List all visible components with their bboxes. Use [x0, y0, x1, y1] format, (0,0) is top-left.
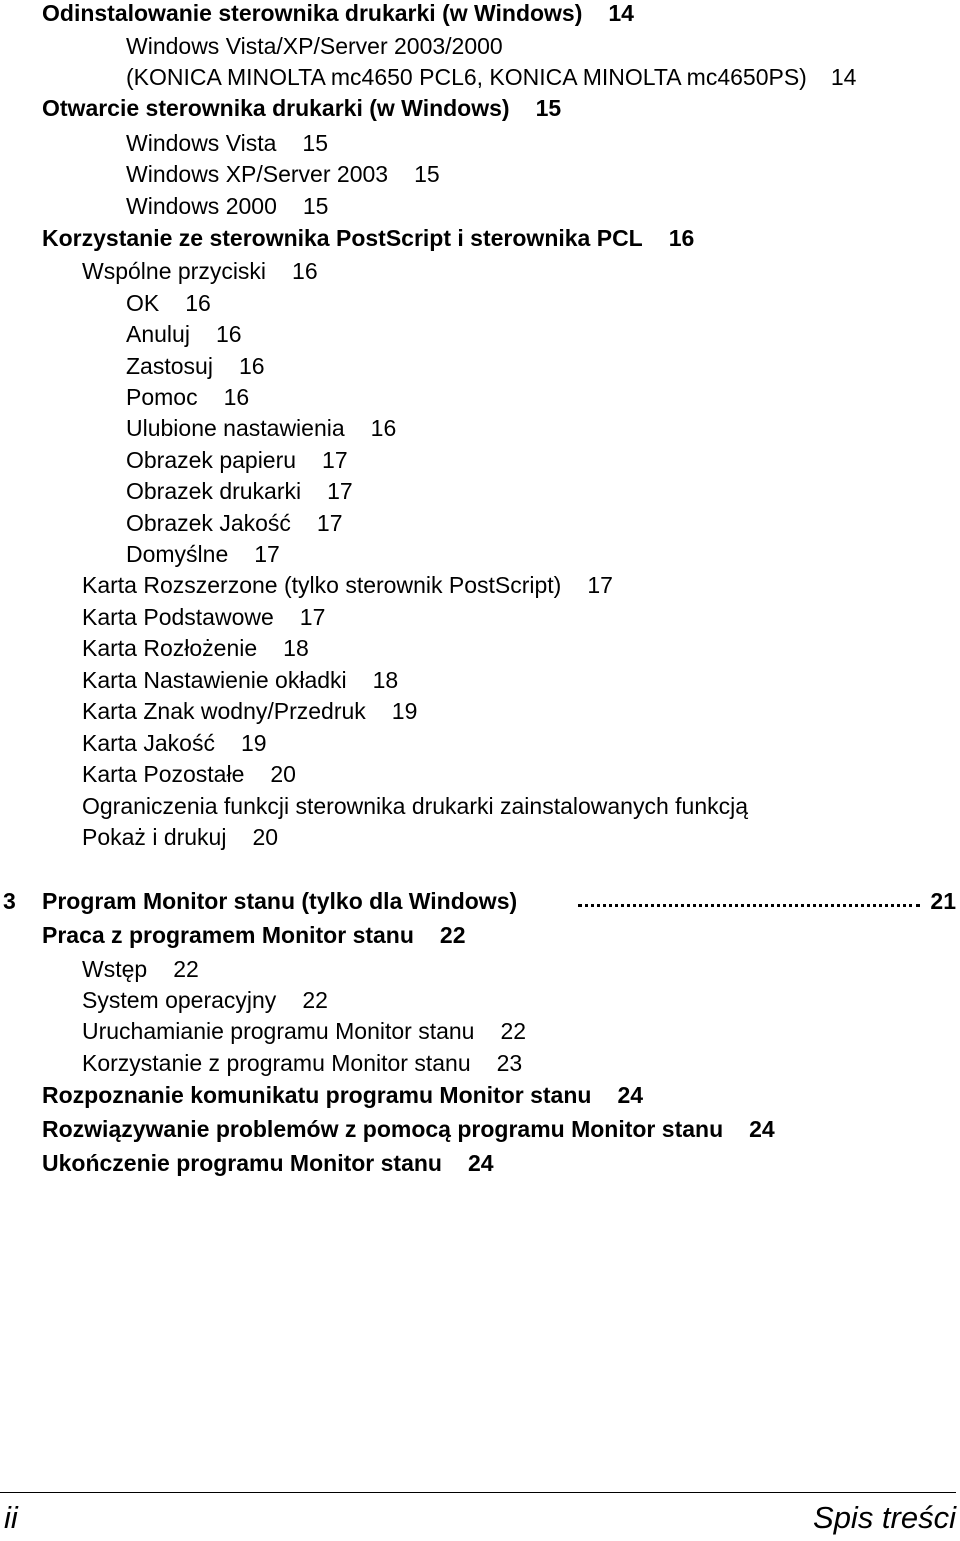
toc-entry[interactable]: [126, 386, 249, 409]
toc-entry[interactable]: [42, 1152, 494, 1175]
toc-entry[interactable]: [126, 543, 280, 566]
toc-entry[interactable]: [42, 97, 561, 120]
toc-entry-page: 24: [467, 1150, 494, 1176]
toc-entry-page: 14: [608, 0, 634, 26]
toc-entry[interactable]: [126, 66, 856, 89]
toc-entry-page: 16: [668, 225, 695, 251]
footer-page-number: ii: [4, 1500, 18, 1535]
toc-entry-text: Rozpoznanie komunikatu programu Monitor stanu: [42, 1082, 592, 1108]
toc-entry-page: 20: [270, 761, 296, 787]
toc-entry-text: Obrazek drukarki: [126, 478, 302, 504]
toc-entry[interactable]: [126, 480, 353, 503]
footer-rule: [0, 1492, 956, 1493]
toc-entry-page: 17: [254, 541, 280, 567]
toc-entry-text: Windows 2000: [126, 193, 277, 219]
toc-entry[interactable]: [126, 132, 328, 155]
toc-entry-page: 24: [749, 1116, 775, 1142]
toc-entry[interactable]: [82, 795, 748, 818]
toc-entry-page: 22: [500, 1018, 527, 1044]
toc-entry-text: Pomoc: [126, 384, 198, 410]
toc-entry-text: Karta Rozszerzone (tylko sterownik PostScript): [82, 572, 562, 598]
toc-entry-text: Windows Vista: [126, 130, 277, 156]
toc-entry-text: Otwarcie sterownika drukarki (w Windows): [42, 95, 510, 121]
toc-entry[interactable]: [82, 763, 296, 786]
toc-entry-text: Odinstalowanie sterownika drukarki (w Windows): [42, 0, 583, 26]
toc-entry-text: Ograniczenia funkcji sterownika drukarki zainstalowanych funkcją: [82, 793, 749, 819]
toc-entry[interactable]: [126, 292, 211, 315]
toc-entry-page: 15: [535, 95, 562, 121]
toc-entry-text: Domyślne: [126, 541, 229, 567]
toc-entry-page: 22: [302, 987, 328, 1013]
toc-entry-text: Korzystanie z programu Monitor stanu: [82, 1050, 471, 1076]
toc-entry-text: Karta Rozłożenie: [82, 635, 258, 661]
toc-entry[interactable]: [82, 1052, 522, 1075]
toc-entry-text: Karta Nastawienie okładki: [82, 667, 347, 693]
toc-entry-text: (KONICA MINOLTA mc4650 PCL6, KONICA MINOLTA mc4650PS): [126, 64, 807, 90]
toc-entry-text: Obrazek Jakość: [126, 510, 291, 536]
toc-entry[interactable]: [42, 924, 466, 947]
toc-entry-page: 15: [414, 161, 440, 187]
toc-entry-page: 16: [223, 384, 250, 410]
toc-entry-page: 17: [316, 510, 343, 536]
toc-entry[interactable]: [126, 35, 503, 58]
toc-entry-text: Praca z programem Monitor stanu: [42, 922, 414, 948]
toc-entry-page: 22: [439, 922, 466, 948]
toc-entry[interactable]: [126, 417, 396, 440]
toc-entry[interactable]: [82, 574, 613, 597]
toc-entry-text: Obrazek papieru: [126, 447, 297, 473]
chapter-page: 21: [930, 888, 956, 914]
toc-entry-page: 23: [496, 1050, 523, 1076]
toc-entry-page: 16: [215, 321, 242, 347]
toc-entry[interactable]: [82, 826, 278, 849]
toc-entry-page: 17: [327, 478, 353, 504]
chapter-number: 3: [3, 888, 16, 914]
toc-entry-page: 15: [302, 193, 329, 219]
toc-entry-page: 17: [322, 447, 348, 473]
toc-entry[interactable]: [82, 260, 318, 283]
toc-entry-text: Anuluj: [126, 321, 190, 347]
toc-entry-page: 20: [252, 824, 279, 850]
toc-entry[interactable]: [126, 323, 242, 346]
toc-entry-page: 16: [238, 353, 265, 379]
toc-entry-page: 16: [292, 258, 318, 284]
footer-section-title: Spis treści: [813, 1500, 956, 1535]
toc-entry[interactable]: [42, 1118, 775, 1141]
toc-entry[interactable]: [82, 606, 325, 629]
toc-entry-text: Uruchamianie programu Monitor stanu: [82, 1018, 475, 1044]
toc-entry-text: Zastosuj: [126, 353, 213, 379]
toc-entry-page: 17: [299, 604, 326, 630]
toc-entry-text: Wspólne przyciski: [82, 258, 267, 284]
toc-entry-page: 16: [185, 290, 211, 316]
toc-entry-text: Korzystanie ze sterownika PostScript i sterownika PCL: [42, 225, 643, 251]
toc-entry-text: Karta Znak wodny/Przedruk: [82, 698, 366, 724]
toc-entry-page: 19: [240, 730, 267, 756]
toc-entry-text: Karta Pozostałe: [82, 761, 245, 787]
toc-chapter[interactable]: [0, 888, 956, 914]
toc-entry-text: Ulubione nastawienia: [126, 415, 345, 441]
toc-entry[interactable]: [82, 637, 309, 660]
toc-entry-text: Pokaż i drukuj: [82, 824, 227, 850]
toc-entry[interactable]: [82, 958, 199, 981]
toc-entry-page: 19: [391, 698, 418, 724]
toc-entry-text: Windows XP/Server 2003: [126, 161, 389, 187]
toc-entry[interactable]: [42, 2, 634, 25]
toc-entry-text: Karta Jakość: [82, 730, 215, 756]
toc-entry[interactable]: [42, 227, 694, 250]
toc-entry[interactable]: [126, 512, 343, 535]
toc-entry-text: Ukończenie programu Monitor stanu: [42, 1150, 442, 1176]
toc-entry-page: 22: [173, 956, 199, 982]
toc-entry[interactable]: [82, 700, 417, 723]
toc-entry-page: 14: [830, 64, 857, 90]
toc-entry[interactable]: [126, 195, 328, 218]
toc-entry-text: System operacyjny: [82, 987, 277, 1013]
dot-leader: [578, 904, 920, 907]
toc-entry-page: 18: [372, 667, 399, 693]
toc-entry-text: Rozwiązywanie problemów z pomocą programu Monitor stanu: [42, 1116, 724, 1142]
toc-entry-page: 15: [302, 130, 329, 156]
toc-entry[interactable]: [82, 669, 398, 692]
toc-entry[interactable]: [82, 1020, 526, 1043]
toc-entry-page: 17: [587, 572, 613, 598]
toc-entry-text: Windows Vista/XP/Server 2003/2000: [126, 33, 503, 59]
toc-entry[interactable]: [126, 355, 265, 378]
toc-entry[interactable]: [126, 449, 348, 472]
toc-entry[interactable]: [82, 732, 267, 755]
chapter-title: Program Monitor stanu (tylko dla Windows): [42, 888, 518, 914]
toc-entry-page: 16: [370, 415, 397, 441]
toc-entry-page: 18: [283, 635, 309, 661]
toc-entry-text: OK: [126, 290, 160, 316]
toc-entry[interactable]: [126, 163, 440, 186]
toc-entry[interactable]: [42, 1084, 643, 1107]
toc-entry-page: 24: [617, 1082, 644, 1108]
toc-entry-text: Wstęp: [82, 956, 148, 982]
toc-entry[interactable]: [82, 989, 328, 1012]
toc-entry-text: Karta Podstawowe: [82, 604, 274, 630]
